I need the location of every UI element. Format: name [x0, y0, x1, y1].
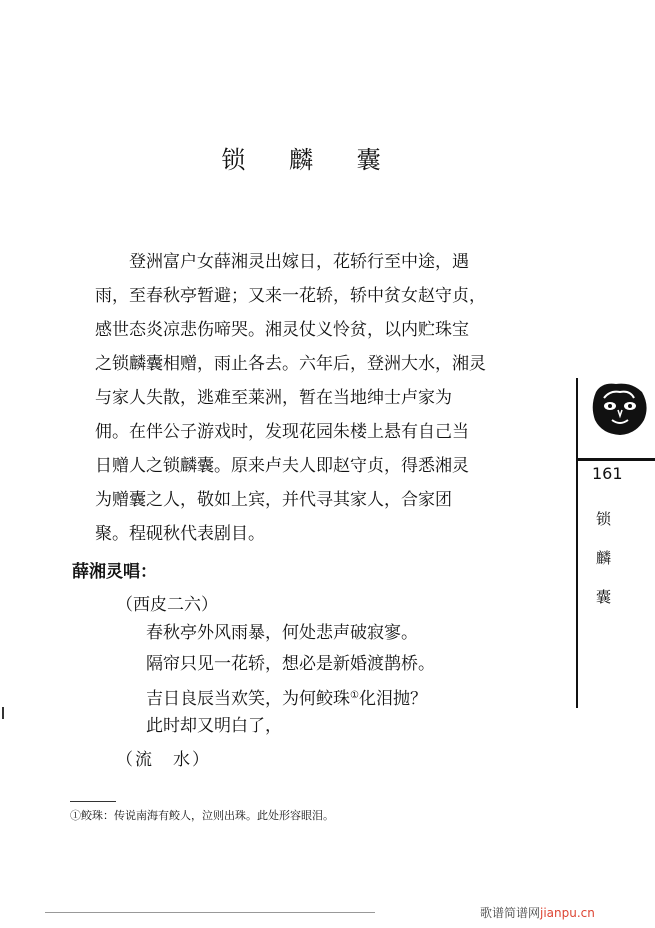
synopsis-line: 聚。程砚秋代表剧目。	[95, 524, 265, 544]
side-title-char: 锁	[596, 510, 612, 528]
side-tab	[576, 378, 655, 708]
footnote: ①鲛珠：传说南海有鲛人，泣则出珠。此处形容眼泪。	[70, 809, 334, 822]
lyric-line: 此时却又明白了，	[146, 716, 282, 736]
tune-label-xipi: （西皮二六）	[116, 595, 218, 615]
speaker-heading: 薛湘灵唱：	[72, 562, 157, 582]
lyric-line	[146, 680, 435, 711]
side-title-char: 囊	[596, 588, 612, 606]
watermark-domain: jianpu.cn	[540, 906, 595, 920]
synopsis-paragraph	[95, 245, 527, 551]
page-title: 锁 麟 囊	[221, 146, 399, 174]
synopsis-line: 登洲富户女薛湘灵出嫁日，花轿行至中途，遇	[129, 252, 469, 272]
lyric-line: 春秋亭外风雨暴，何处悲声破寂寥。	[146, 623, 418, 643]
tab-divider	[578, 458, 655, 461]
tune-label-liushui: （流 水）	[116, 750, 211, 770]
lyric-text: 吉日良辰当欢笑，为何鲛珠	[146, 689, 350, 709]
synopsis-line: 为赠囊之人，敬如上宾，并代寻其家人，合家团	[95, 490, 452, 510]
synopsis-line: 佣。在伴公子游戏时，发现花园朱楼上悬有自己当	[95, 422, 469, 442]
watermark-site-name: 歌谱简谱网	[480, 906, 541, 920]
bottom-rule	[45, 912, 375, 913]
page-number: 161	[592, 464, 623, 483]
synopsis-line: 雨，至春秋亭暂避；又来一花轿，轿中贫女赵守贞，	[95, 286, 486, 306]
footnote-rule	[70, 801, 116, 802]
synopsis-line: 感世态炎凉悲伤啼哭。湘灵仗义怜贫，以内贮珠宝	[95, 320, 469, 340]
lyrics-block	[146, 618, 435, 742]
lyric-text: 化泪抛？	[358, 689, 427, 709]
footnote-marker: ①	[350, 690, 359, 701]
margin-mark	[2, 707, 4, 719]
side-title	[596, 508, 614, 625]
watermark	[480, 904, 595, 921]
lyric-line: 隔帘只见一花轿，想必是新婚渡鹊桥。	[146, 654, 435, 674]
opera-mask-icon	[588, 380, 650, 438]
synopsis-line: 与家人失散，逃难至莱洲，暂在当地绅士卢家为	[95, 388, 452, 408]
synopsis-line: 日赠人之锁麟囊。原来卢夫人即赵守贞，得悉湘灵	[95, 456, 469, 476]
synopsis-line: 之锁麟囊相赠，雨止各去。六年后，登洲大水，湘灵	[95, 354, 486, 374]
side-title-char: 麟	[596, 549, 612, 567]
